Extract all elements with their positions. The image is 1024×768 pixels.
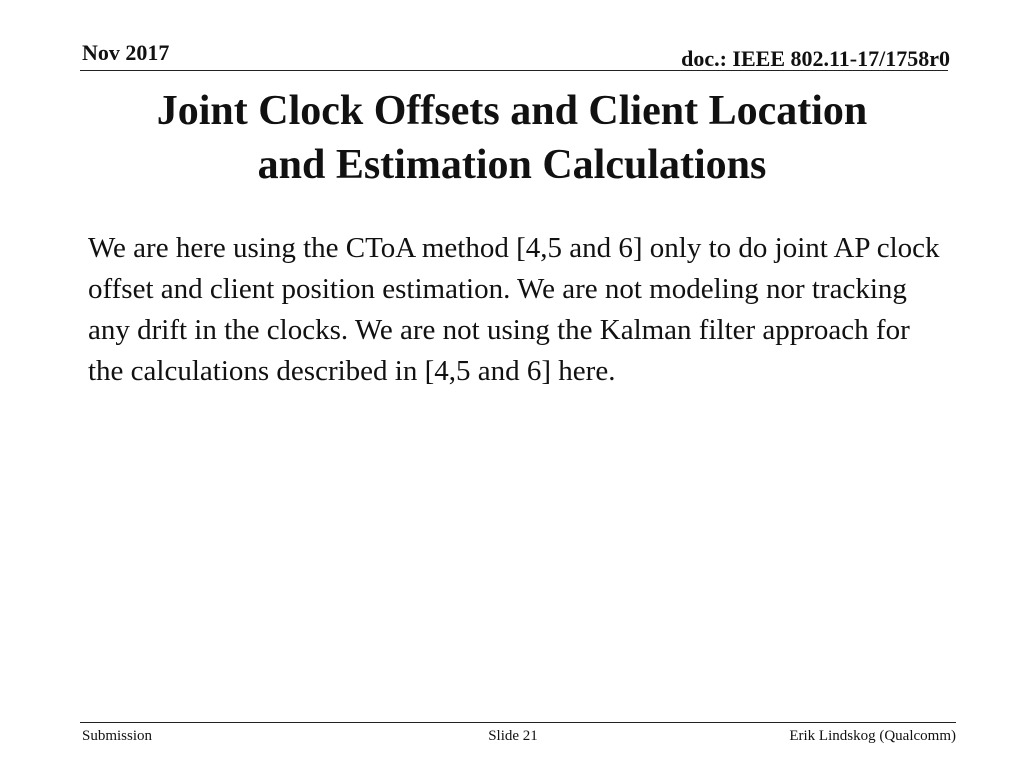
header-date: Nov 2017 bbox=[82, 40, 170, 65]
slide-title-line-2: and Estimation Calculations bbox=[257, 142, 767, 188]
footer-divider bbox=[80, 722, 956, 723]
footer-submission: Submission bbox=[82, 728, 153, 744]
slide-title-line-1: Joint Clock Offsets and Client Location bbox=[156, 88, 868, 134]
footer-author: Erik Lindskog (Qualcomm) bbox=[789, 728, 956, 744]
slide-body-text: We are here using the CToA method [4,5 and 6] only to do joint AP clock offset and client position estimation. We are not modeling nor tracking any drift in the clocks. We are not using the Kalman filter approach for the calculations described in [4,5 and 6] here. bbox=[88, 232, 940, 387]
footer-slide-number: Slide 21 bbox=[488, 728, 538, 744]
header-doc-id: doc.: IEEE 802.11-17/1758r0 bbox=[681, 46, 950, 71]
slide-title bbox=[80, 84, 944, 192]
header-divider bbox=[80, 70, 948, 71]
